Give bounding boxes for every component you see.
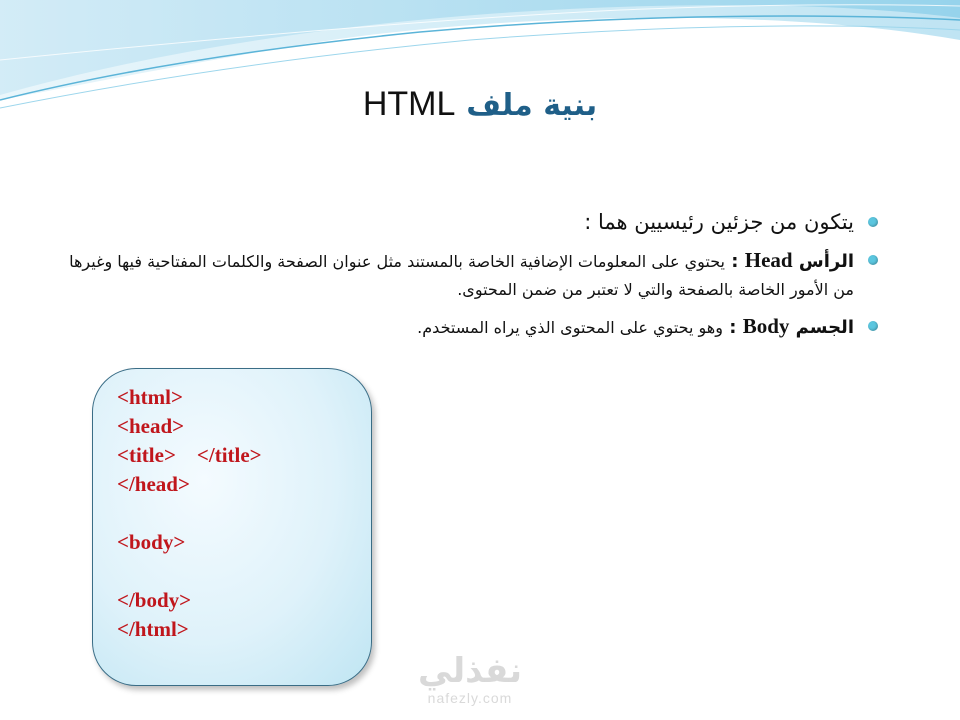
watermark-logo-text: نفذلي: [417, 651, 523, 691]
slide-title: [0, 84, 960, 126]
code-line: [117, 499, 371, 528]
term-en: Body: [742, 314, 790, 338]
slide-title-ar: بنية ملف: [466, 88, 598, 123]
bullet-item: [56, 204, 880, 240]
code-line: </body>: [117, 588, 192, 612]
bullet-text: وهو يحتوي على المحتوى الذي يراه المستخدم.: [417, 318, 723, 337]
code-line: <body>: [117, 530, 186, 554]
bullet-dot-icon: [868, 255, 878, 265]
watermark-logo: [400, 652, 540, 706]
code-line: <html>: [117, 385, 183, 409]
code-line: <head>: [117, 414, 185, 438]
term-en: Head: [744, 248, 793, 272]
bullet-list: [56, 204, 880, 342]
code-line: <title> </title>: [117, 443, 262, 467]
term-ar: الجسم: [795, 317, 854, 338]
bullet-term: [725, 248, 854, 272]
bullet-item-head: [56, 246, 880, 304]
code-line: [117, 557, 371, 586]
bullet-dot-icon: [868, 217, 878, 227]
code-line: </head>: [117, 472, 190, 496]
html-structure-code-box: [92, 368, 372, 686]
term-separator: :: [725, 251, 745, 272]
slide-title-en: HTML: [362, 85, 456, 123]
bullet-item-body: [56, 312, 880, 342]
code-line: </html>: [117, 617, 189, 641]
term-separator: :: [722, 317, 743, 338]
bullet-term: [722, 314, 854, 338]
watermark-url: nafezly.com: [427, 690, 513, 706]
bullet-text: يتكون من جزئين رئيسيين هما :: [584, 210, 854, 234]
bullet-text: يحتوي على المعلومات الإضافية الخاصة بالمستند مثل عنوان الصفحة والكلمات المفتاحية فيها وغيرها من الأمور الخاصة بالصفحة والتي لا تعتبر من ضمن المحتوى.: [69, 252, 854, 299]
term-ar: الرأس: [798, 251, 854, 272]
bullet-dot-icon: [868, 321, 878, 331]
